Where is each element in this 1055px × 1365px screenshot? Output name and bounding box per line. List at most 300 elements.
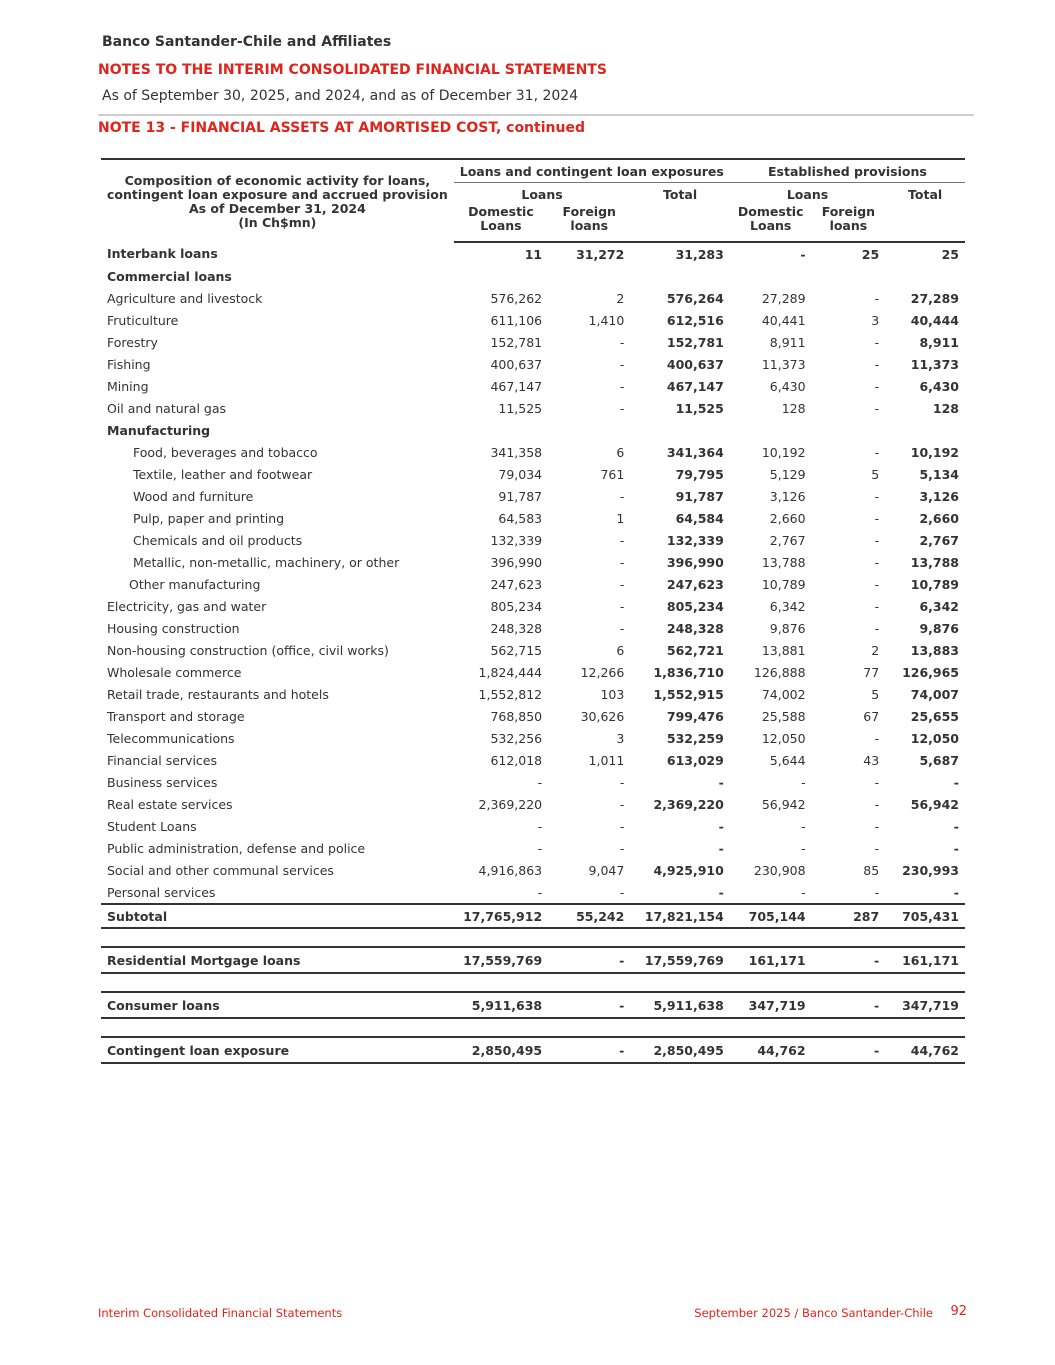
value-cell: 132,339 <box>490 532 543 548</box>
value-cell: 9,876 <box>769 620 806 636</box>
value-cell: - <box>874 532 880 548</box>
group-header-provisions: Established provisions <box>730 159 965 183</box>
value-cell <box>730 419 812 441</box>
row-label: Business services <box>107 774 218 790</box>
value-cell: - <box>801 774 806 790</box>
header-divider <box>98 114 974 116</box>
value-cell: - <box>812 947 886 973</box>
table-row <box>101 639 965 661</box>
table-row <box>101 683 965 705</box>
value-cell: - <box>874 774 880 790</box>
value-cell: 67 <box>863 708 880 724</box>
header-line: Domestic <box>737 204 804 219</box>
value-cell: 12,050 <box>761 730 806 746</box>
value-cell: 6,342 <box>919 598 959 614</box>
value-cell: - <box>619 554 625 570</box>
value-cell: 532,256 <box>490 730 543 746</box>
table-caption <box>101 159 454 242</box>
value-cell: - <box>619 796 625 812</box>
spacer-row <box>101 1018 965 1037</box>
value-cell: - <box>953 774 959 790</box>
value-cell: - <box>874 444 880 460</box>
row-label: Student Loans <box>107 818 197 834</box>
value-cell: 396,990 <box>490 554 543 570</box>
value-cell: - <box>619 620 625 636</box>
row-label: Food, beverages and tobacco <box>133 444 318 460</box>
value-cell: 1 <box>616 510 625 526</box>
value-cell: 126,888 <box>753 664 806 680</box>
value-cell: - <box>718 774 724 790</box>
value-cell: 347,719 <box>885 992 965 1018</box>
value-cell: 64,584 <box>675 510 724 526</box>
value-cell: 8,911 <box>919 334 959 350</box>
value-cell: 347,719 <box>730 992 812 1018</box>
value-cell: 230,908 <box>753 862 806 878</box>
value-cell: - <box>874 796 880 812</box>
row-label: Real estate services <box>107 796 233 812</box>
blank-header <box>885 205 965 242</box>
row-label: Fruticulture <box>107 312 179 328</box>
value-cell: 705,431 <box>885 904 965 928</box>
value-cell: 27,289 <box>910 290 959 306</box>
value-cell: 2 <box>616 290 625 306</box>
total-header: Total <box>663 186 698 202</box>
table-row <box>101 705 965 727</box>
value-cell: - <box>718 884 724 900</box>
row-label: Metallic, non-metallic, machinery, or other <box>133 554 400 570</box>
value-cell: - <box>874 488 880 504</box>
value-cell: - <box>548 947 630 973</box>
value-cell: 2,660 <box>919 510 959 526</box>
row-label: Wholesale commerce <box>107 664 242 680</box>
value-cell: 467,147 <box>666 378 724 394</box>
value-cell: 2,369,220 <box>653 796 724 812</box>
value-cell: - <box>801 884 806 900</box>
section-total-row <box>101 1037 965 1063</box>
value-cell: 6 <box>616 642 625 658</box>
company-name: Banco Santander-Chile and Affiliates <box>102 34 392 50</box>
value-cell: 5,911,638 <box>454 992 548 1018</box>
value-cell <box>548 419 630 441</box>
value-cell: 13,881 <box>761 642 806 658</box>
value-cell: 10,192 <box>910 444 959 460</box>
provisions-table <box>101 158 965 1064</box>
value-cell: 10,192 <box>761 444 806 460</box>
row-label: Social and other communal services <box>107 862 334 878</box>
value-cell: 25,588 <box>761 708 806 724</box>
value-cell <box>812 265 886 287</box>
value-cell: 40,444 <box>910 312 959 328</box>
table-body <box>101 242 965 1063</box>
table-row <box>101 242 965 265</box>
value-cell: 12,050 <box>910 730 959 746</box>
value-cell: 11,525 <box>498 400 543 416</box>
row-label: Consumer loans <box>101 992 454 1018</box>
value-cell: 5,644 <box>769 752 806 768</box>
value-cell: 74,007 <box>910 686 959 702</box>
value-cell: 2,369,220 <box>478 796 543 812</box>
row-label: Other manufacturing <box>129 576 261 592</box>
value-cell: 10,789 <box>910 576 959 592</box>
row-label: Fishing <box>107 356 151 372</box>
loans-header: Loans <box>521 186 563 202</box>
value-cell: 17,765,912 <box>454 904 548 928</box>
header-line: Loans <box>480 218 522 233</box>
value-cell: 2,660 <box>769 510 806 526</box>
value-cell <box>885 265 965 287</box>
value-cell: - <box>548 1037 630 1063</box>
value-cell: 532,259 <box>666 730 724 746</box>
row-label: Public administration, defense and police <box>107 840 366 856</box>
value-cell: 56,942 <box>910 796 959 812</box>
value-cell: 576,262 <box>490 290 543 306</box>
value-cell: - <box>874 576 880 592</box>
value-cell: 396,990 <box>666 554 724 570</box>
value-cell: 611,106 <box>490 312 543 328</box>
value-cell: 17,559,769 <box>630 947 729 973</box>
section-total-row <box>101 992 965 1018</box>
value-cell: 5 <box>871 686 880 702</box>
value-cell <box>454 419 548 441</box>
value-cell: 612,018 <box>490 752 543 768</box>
value-cell: 761 <box>600 466 625 482</box>
value-cell: 5,911,638 <box>630 992 729 1018</box>
notes-title: NOTES TO THE INTERIM CONSOLIDATED FINANCIAL STATEMENTS <box>98 62 607 78</box>
value-cell: 128 <box>781 400 806 416</box>
value-cell: 3 <box>616 730 625 746</box>
value-cell: 341,364 <box>666 444 724 460</box>
table-row <box>101 441 965 463</box>
header-line: loans <box>829 218 868 233</box>
table-row <box>101 507 965 529</box>
value-cell: 400,637 <box>490 356 543 372</box>
table-row <box>101 331 965 353</box>
row-label: Interbank loans <box>107 246 218 261</box>
value-cell: 27,289 <box>761 290 806 306</box>
table-row <box>101 529 965 551</box>
caption-line: contingent loan exposure and accrued provision <box>107 187 448 202</box>
value-cell: - <box>874 510 880 526</box>
row-label: Textile, leather and footwear <box>133 466 313 482</box>
value-cell: 10,789 <box>761 576 806 592</box>
value-cell: - <box>874 334 880 350</box>
value-cell: - <box>812 992 886 1018</box>
header-line: Foreign <box>821 204 876 219</box>
value-cell: - <box>537 774 543 790</box>
row-label: Agriculture and livestock <box>107 290 263 306</box>
table-row <box>101 265 965 287</box>
row-label: Pulp, paper and printing <box>133 510 285 526</box>
section-total-row <box>101 904 965 928</box>
value-cell: - <box>874 598 880 614</box>
value-cell: 30,626 <box>580 708 625 724</box>
as-of-date: As of September 30, 2025, and 2024, and as of December 31, 2024 <box>102 88 579 104</box>
spacer-row <box>101 928 965 947</box>
value-cell: - <box>874 356 880 372</box>
value-cell: 161,171 <box>885 947 965 973</box>
value-cell: 5,134 <box>919 466 959 482</box>
value-cell: 11,373 <box>910 356 959 372</box>
row-label: Oil and natural gas <box>107 400 227 416</box>
value-cell: 25,655 <box>910 708 959 724</box>
value-cell: 132,339 <box>666 532 724 548</box>
value-cell: 1,011 <box>588 752 625 768</box>
value-cell: - <box>874 290 880 306</box>
value-cell: 103 <box>600 686 625 702</box>
row-label: Contingent loan exposure <box>101 1037 454 1063</box>
value-cell: 341,358 <box>490 444 543 460</box>
value-cell: 400,637 <box>666 356 724 372</box>
table-row <box>101 661 965 683</box>
value-cell: 9,047 <box>588 862 625 878</box>
value-cell <box>454 265 548 287</box>
value-cell: - <box>619 576 625 592</box>
value-cell: 612,516 <box>666 312 724 328</box>
value-cell: 3,126 <box>769 488 806 504</box>
value-cell: - <box>953 840 959 856</box>
value-cell: - <box>874 378 880 394</box>
row-label: Transport and storage <box>107 708 245 724</box>
row-label: Wood and furniture <box>133 488 254 504</box>
value-cell: - <box>874 884 880 900</box>
value-cell: - <box>619 378 625 394</box>
value-cell: - <box>619 840 625 856</box>
value-cell: - <box>874 554 880 570</box>
value-cell: 799,476 <box>666 708 724 724</box>
value-cell: 230,993 <box>902 862 959 878</box>
table-row <box>101 837 965 859</box>
value-cell: 1,836,710 <box>653 664 724 680</box>
table-row <box>101 815 965 837</box>
value-cell: 4,925,910 <box>653 862 724 878</box>
value-cell: 6 <box>616 444 625 460</box>
value-cell: 152,781 <box>666 334 724 350</box>
value-cell: 11 <box>524 246 543 262</box>
value-cell: 2,850,495 <box>454 1037 548 1063</box>
value-cell: 562,715 <box>490 642 543 658</box>
group-header-exposures: Loans and contingent loan exposures <box>454 159 730 183</box>
loans-header: Loans <box>786 186 829 202</box>
value-cell: 247,623 <box>666 576 724 592</box>
value-cell: 161,171 <box>730 947 812 973</box>
value-cell: 805,234 <box>490 598 543 614</box>
value-cell: 2,767 <box>919 532 959 548</box>
value-cell: - <box>874 730 880 746</box>
value-cell: 79,795 <box>675 466 724 482</box>
header-line: Domestic <box>468 204 534 219</box>
value-cell: 25 <box>941 246 959 262</box>
value-cell: 287 <box>812 904 886 928</box>
value-cell: - <box>874 818 880 834</box>
value-cell: 4,916,863 <box>478 862 543 878</box>
value-cell: 613,029 <box>666 752 724 768</box>
value-cell: - <box>953 818 959 834</box>
foreign-loans-header <box>812 205 886 242</box>
value-cell: 1,410 <box>588 312 625 328</box>
value-cell: 74,002 <box>761 686 806 702</box>
table-row <box>101 859 965 881</box>
row-label: Manufacturing <box>107 422 211 438</box>
domestic-loans-header <box>730 205 812 242</box>
caption-line: Composition of economic activity for loans, <box>124 173 431 188</box>
table-row <box>101 793 965 815</box>
value-cell: 44,762 <box>885 1037 965 1063</box>
value-cell: - <box>812 1037 886 1063</box>
value-cell: 152,781 <box>490 334 543 350</box>
value-cell: - <box>800 246 806 262</box>
value-cell: 31,283 <box>675 246 724 262</box>
value-cell: 40,441 <box>761 312 806 328</box>
table-row <box>101 463 965 485</box>
value-cell: 79,034 <box>498 466 543 482</box>
value-cell: 55,242 <box>548 904 630 928</box>
table-row <box>101 309 965 331</box>
value-cell: 44,762 <box>730 1037 812 1063</box>
value-cell: - <box>548 992 630 1018</box>
page-number: 92 <box>950 1304 967 1319</box>
value-cell: 562,721 <box>666 642 724 658</box>
value-cell: 56,942 <box>761 796 806 812</box>
note-title: NOTE 13 - FINANCIAL ASSETS AT AMORTISED COST, continued <box>98 120 585 136</box>
table-row <box>101 595 965 617</box>
value-cell: 31,272 <box>576 246 625 262</box>
value-cell: - <box>619 532 625 548</box>
value-cell: 5,129 <box>769 466 806 482</box>
table-row <box>101 397 965 419</box>
value-cell: 2,850,495 <box>630 1037 729 1063</box>
value-cell <box>730 265 812 287</box>
footer-title: Interim Consolidated Financial Statements <box>98 1306 343 1320</box>
value-cell: 43 <box>863 752 880 768</box>
table-row <box>101 771 965 793</box>
value-cell: 9,876 <box>919 620 959 636</box>
value-cell <box>630 419 729 441</box>
spacer-cell <box>101 1018 965 1037</box>
table-row <box>101 375 965 397</box>
value-cell: 6,430 <box>919 378 959 394</box>
value-cell: 6,430 <box>769 378 806 394</box>
value-cell: 128 <box>932 400 959 416</box>
blank-header <box>630 205 729 242</box>
table-row <box>101 881 965 904</box>
table-row <box>101 749 965 771</box>
row-label: Commercial loans <box>107 268 232 284</box>
value-cell: 85 <box>863 862 880 878</box>
row-label: Telecommunications <box>107 730 235 746</box>
value-cell: - <box>619 400 625 416</box>
value-cell: 805,234 <box>666 598 724 614</box>
table-row <box>101 573 965 595</box>
row-label: Personal services <box>107 884 216 900</box>
header-line: Foreign <box>562 204 616 219</box>
value-cell: - <box>619 334 625 350</box>
value-cell: 17,821,154 <box>630 904 729 928</box>
foreign-loans-header <box>548 205 630 242</box>
value-cell: 12,266 <box>580 664 625 680</box>
value-cell: 248,328 <box>490 620 543 636</box>
value-cell: - <box>619 488 625 504</box>
value-cell: 5 <box>871 466 880 482</box>
row-label: Residential Mortgage loans <box>101 947 454 973</box>
value-cell: - <box>619 356 625 372</box>
value-cell: 91,787 <box>675 488 724 504</box>
table-row <box>101 485 965 507</box>
value-cell: 25 <box>861 246 880 262</box>
domestic-loans-header <box>454 205 548 242</box>
value-cell: - <box>619 598 625 614</box>
value-cell: 1,552,915 <box>653 686 724 702</box>
table-row <box>101 617 965 639</box>
value-cell: - <box>953 884 959 900</box>
row-label: Retail trade, restaurants and hotels <box>107 686 329 702</box>
caption-line: As of December 31, 2024 <box>188 201 366 216</box>
value-cell: 2 <box>871 642 880 658</box>
value-cell: - <box>718 818 724 834</box>
table-row <box>101 287 965 309</box>
value-cell: 768,850 <box>490 708 543 724</box>
value-cell: - <box>537 818 543 834</box>
row-label: Chemicals and oil products <box>133 532 303 548</box>
value-cell: 467,147 <box>490 378 543 394</box>
spacer-cell <box>101 973 965 992</box>
value-cell: 17,559,769 <box>454 947 548 973</box>
value-cell: 11,525 <box>675 400 724 416</box>
spacer-cell <box>101 928 965 947</box>
value-cell: - <box>537 884 543 900</box>
table-row <box>101 353 965 375</box>
value-cell: - <box>801 818 806 834</box>
value-cell: - <box>874 840 880 856</box>
header-line: Loans <box>750 218 792 233</box>
row-label: Non-housing construction (office, civil works) <box>107 642 389 658</box>
row-label: Financial services <box>107 752 217 768</box>
footer-period: September 2025 / Banco Santander-Chile <box>694 1306 933 1320</box>
value-cell: - <box>874 620 880 636</box>
value-cell: - <box>619 774 625 790</box>
value-cell: 13,883 <box>910 642 959 658</box>
row-label: Housing construction <box>107 620 240 636</box>
value-cell: - <box>537 840 543 856</box>
value-cell: - <box>801 840 806 856</box>
table-row <box>101 727 965 749</box>
value-cell: 11,373 <box>761 356 806 372</box>
value-cell: - <box>619 884 625 900</box>
value-cell: 13,788 <box>910 554 959 570</box>
value-cell: - <box>874 400 880 416</box>
table-row <box>101 551 965 573</box>
value-cell: 8,911 <box>769 334 806 350</box>
value-cell: 6,342 <box>769 598 806 614</box>
value-cell: 1,824,444 <box>478 664 543 680</box>
value-cell <box>885 419 965 441</box>
value-cell: 91,787 <box>498 488 543 504</box>
row-label: Mining <box>107 378 149 394</box>
value-cell: 126,965 <box>902 664 959 680</box>
value-cell: 705,144 <box>730 904 812 928</box>
value-cell: 77 <box>863 664 880 680</box>
value-cell <box>630 265 729 287</box>
value-cell: - <box>718 840 724 856</box>
spacer-row <box>101 973 965 992</box>
row-label: Subtotal <box>101 904 454 928</box>
value-cell: 13,788 <box>761 554 806 570</box>
value-cell <box>548 265 630 287</box>
caption-line: (In Ch$mn) <box>238 215 317 230</box>
value-cell: 248,328 <box>666 620 724 636</box>
value-cell: 64,583 <box>498 510 543 526</box>
table-row <box>101 419 965 441</box>
value-cell: 1,552,812 <box>478 686 543 702</box>
